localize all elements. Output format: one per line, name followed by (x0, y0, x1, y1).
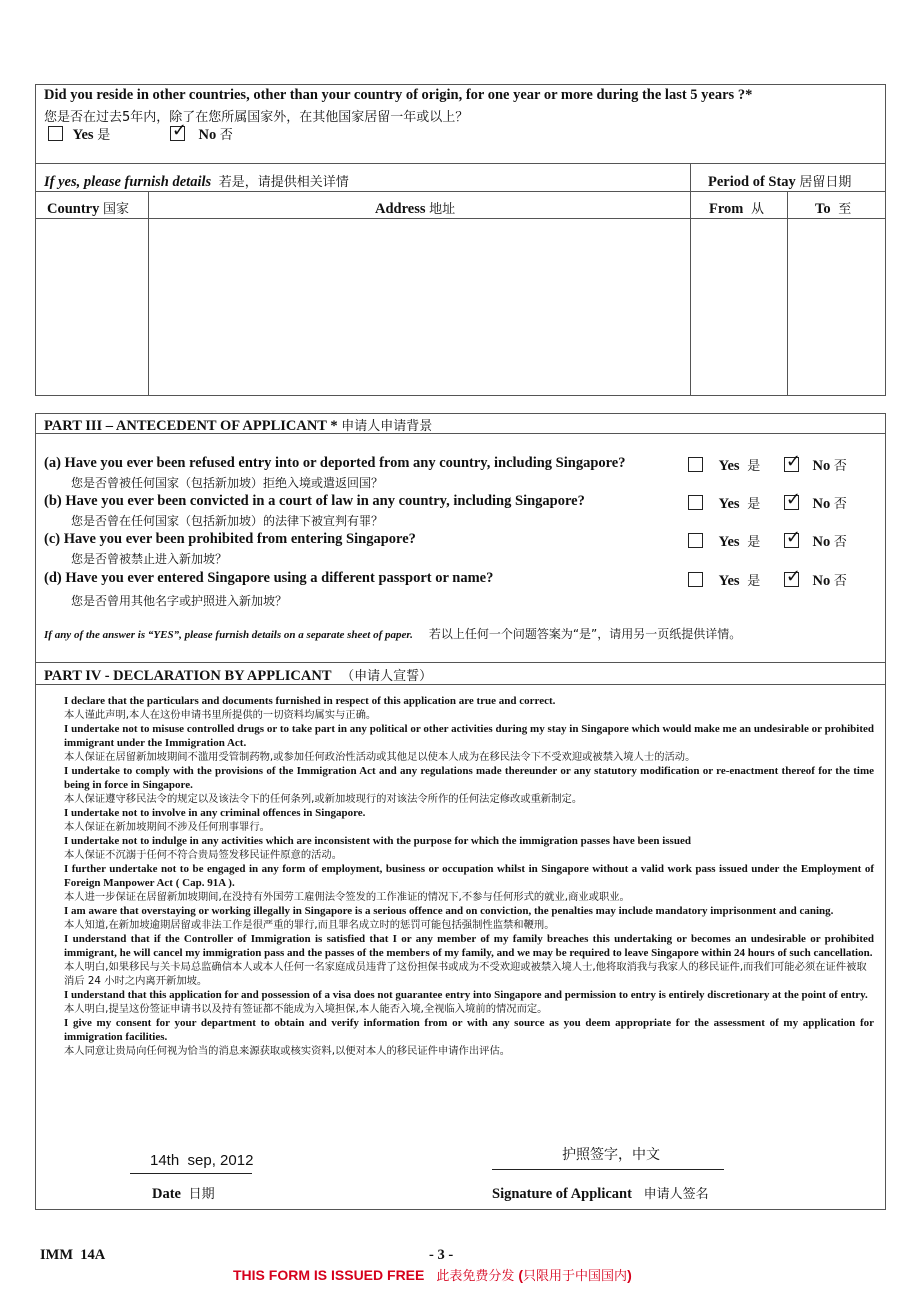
residence-yes-checkbox[interactable] (48, 126, 63, 141)
no-checkbox[interactable] (784, 495, 799, 510)
no-label: No (812, 534, 831, 550)
no-checkbox[interactable] (784, 457, 799, 472)
declaration-en: I undertake not to involve in any criminal offences in Singapore. (64, 807, 366, 819)
free-notice-cn: 此表免费分发 (436, 1269, 515, 1284)
part3-note (44, 625, 741, 643)
yes-label-cn: 是 (747, 574, 761, 589)
declaration-en: I undertake not to indulge in any activities which are inconsistent with the purpose for which the immigration passes have been issued (64, 835, 691, 847)
yes-checkbox[interactable] (688, 533, 703, 548)
signature-label-en: Signature of Applicant (492, 1186, 632, 1202)
question-c-answer (688, 531, 847, 551)
no-label-cn: 否 (833, 535, 847, 550)
no-label: No (812, 496, 831, 512)
declaration-item (64, 764, 874, 806)
part3-title-cn: 申请人申请背景 (341, 419, 433, 434)
declaration-item (64, 806, 874, 834)
declaration-en: I further undertake not to be engaged in any form of employment, business or occupation whilst in Singapore without a valid work pass issued under the Employment of Foreign Manpower Act ( Cap. 91A ). (64, 863, 874, 889)
col-country-en: Country (47, 201, 100, 217)
declaration-en: I undertake not to misuse controlled drugs or to take part in any political or other activities during my stay in Singapore which would make me an undesirable or prohibited immigrant under the Immigration Act. (64, 723, 874, 749)
question-c-cn: 您是否曾被禁止进入新加坡？ (71, 552, 228, 566)
date-line (130, 1173, 252, 1174)
yes-label: Yes (718, 573, 740, 589)
question-label: (c) (44, 531, 61, 547)
col-address-cn: 地址 (429, 202, 456, 217)
residence-yes-label: Yes (72, 127, 94, 143)
yes-checkbox[interactable] (688, 457, 703, 472)
question-d (44, 570, 493, 587)
yes-checkbox[interactable] (688, 572, 703, 587)
part3-title (44, 415, 432, 435)
declaration-cn: 本人同意让贵局向任何视为恰当的消息来源获取或核实资料,以便对本人的移民证件申请作出评估。 (64, 1045, 511, 1057)
yes-label-cn: 是 (747, 535, 761, 550)
residence-no-label: No (198, 127, 217, 143)
details-heading-cn: 若是，请提供相关详情 (218, 175, 349, 190)
no-label: No (812, 458, 831, 474)
to-cell[interactable] (788, 219, 885, 395)
col-to-cn: 至 (838, 202, 852, 217)
residence-no-checkbox[interactable] (170, 126, 185, 141)
residence-question-cn: 您是否在过去5年内，除了在您所属国家外，在其他国家居留一年或以上？ (44, 110, 469, 125)
col-to-en: To (815, 201, 831, 217)
question-a (44, 455, 626, 472)
free-notice (233, 1265, 632, 1285)
no-checkbox[interactable] (784, 533, 799, 548)
free-notice-open: ( (518, 1267, 524, 1283)
yes-label: Yes (718, 458, 740, 474)
declaration-en: I understand that this application for and possession of a visa does not guarantee entry into Singapore and permission to entry is entirely discretionary at the point of entry. (64, 989, 868, 1001)
residence-no-label-cn: 否 (219, 128, 233, 143)
part3-title-en: PART III – ANTECEDENT OF APPLICANT * (44, 418, 338, 434)
declaration-en: I give my consent for your department to obtain and verify information from or with any source as you deem appropriate for the assessment of my application for immigration facilities. (64, 1017, 874, 1043)
yes-checkbox[interactable] (688, 495, 703, 510)
col-address-en: Address (375, 201, 426, 217)
page-number: - 3 - (429, 1247, 454, 1263)
no-label-cn: 否 (833, 574, 847, 589)
country-cell[interactable] (36, 219, 148, 395)
declaration-cn: 本人保证遵守移民法令的规定以及该法令下的任何条列,或新加坡现行的对该法令所作的任何法定修改或重新制定。 (64, 793, 583, 805)
question-text: Have you ever been refused entry into or deported from any country, including Singapore? (64, 455, 626, 471)
question-text: Have you ever entered Singapore using a different passport or name? (65, 570, 494, 586)
free-notice-en: THIS FORM IS ISSUED FREE (233, 1267, 425, 1283)
part4-title-cn: （申请人宣誓） (341, 669, 433, 684)
signature-value[interactable]: 护照签字，中文 (562, 1147, 660, 1163)
declaration-item (64, 932, 874, 988)
question-a-cn: 您是否曾被任何国家（包括新加坡）拒绝入境或遣返回国？ (71, 476, 384, 490)
date-value[interactable]: 14th sep, 2012 (150, 1152, 254, 1169)
declaration-cn: 本人保证在居留新加坡期间不滥用受管制药物,或参加任何政治性活动或其他足以使本人成为在移民法令下不受欢迎或被禁入境人士的活动。 (64, 751, 696, 763)
question-label: (b) (44, 493, 62, 509)
date-label-en: Date (152, 1186, 181, 1202)
address-cell[interactable] (149, 219, 690, 395)
declaration-item (64, 834, 874, 862)
residence-question-en: Did you reside in other countries, other than your country of origin, for one year or more during the last 5 years ?* (44, 87, 753, 103)
part4-title-en: PART IV - DECLARATION BY APPLICANT (44, 668, 332, 684)
yes-label: Yes (718, 496, 740, 512)
declaration-item (64, 1016, 874, 1058)
declaration-item (64, 862, 874, 904)
declaration-en: I am aware that overstaying or working illegally in Singapore is a serious offence and on conviction, the penalties may include mandatory imprisonment and caning. (64, 905, 834, 917)
col-address (375, 198, 455, 218)
no-checkbox[interactable] (784, 572, 799, 587)
residence-answer-row (48, 124, 233, 144)
question-d-cn: 您是否曾用其他名字或护照进入新加坡？ (71, 594, 288, 608)
declaration-en: I understand that if the Controller of Immigration is satisfied that I or any member of my family breaches this undertaking or becomes an undesirable or prohibited immigrant, he will cancel my immigration pass and the passes of the members of my family, and we may be required to leave Singapore within 24 hours of such cancellation. (64, 933, 874, 959)
form-code: IMM 14A (40, 1247, 106, 1263)
period-heading-cn: 居留日期 (799, 175, 852, 190)
yes-label: Yes (718, 534, 740, 550)
no-label: No (812, 573, 831, 589)
question-text: Have you ever been prohibited from entering Singapore? (63, 531, 416, 547)
declaration-item (64, 694, 874, 722)
details-heading (44, 171, 349, 191)
divider (35, 191, 886, 192)
divider (35, 163, 886, 164)
question-b-answer (688, 493, 847, 513)
col-to (815, 198, 851, 218)
free-notice-note: 只限用于中国国内 (523, 1269, 628, 1284)
declaration-list (64, 694, 874, 1058)
question-b-cn: 您是否曾在任何国家（包括新加坡）的法律下被宣判有罪？ (71, 514, 384, 528)
declaration-cn: 本人保证不沉溺于任何不符合贵局签发移民证件原意的活动。 (64, 849, 343, 861)
signature-line (492, 1169, 724, 1170)
part3-note-cn: 若以上任何一个问题答案为“是”，请用另一页纸提供详情。 (428, 627, 742, 641)
residence-yes-label-cn: 是 (97, 128, 111, 143)
part4-title (44, 665, 432, 685)
declaration-en: I declare that the particulars and documents furnished in respect of this application are true and correct. (64, 695, 556, 707)
question-d-answer (688, 570, 847, 590)
declaration-cn: 本人知道,在新加坡逾期居留或非法工作是很严重的罪行,而且罪名成立时的惩罚可能包括强制性监禁和鞭刑。 (64, 919, 555, 931)
yes-label-cn: 是 (747, 459, 761, 474)
details-heading-en: If yes, please furnish details (44, 174, 212, 190)
part3-note-en: If any of the answer is “YES”, please furnish details on a separate sheet of paper. (44, 629, 413, 641)
no-label-cn: 否 (833, 497, 847, 512)
col-from-cn: 从 (751, 202, 765, 217)
date-label-cn: 日期 (188, 1187, 215, 1202)
declaration-cn: 本人明白,提呈这份签证申请书以及持有签证都不能成为入境担保,本人能否入境,全视临入境前的情况而定。 (64, 1003, 548, 1015)
period-heading-en: Period of Stay (708, 174, 796, 190)
question-text: Have you ever been convicted in a court of law in any country, including Singapore? (65, 493, 585, 509)
signature-label (492, 1183, 709, 1203)
declaration-en: I undertake to comply with the provisions of the Immigration Act and any regulations made thereunder or any statutory modification or re-enactment thereof for the time being in force in Singapore. (64, 765, 874, 791)
declaration-item (64, 904, 874, 932)
col-country (47, 198, 129, 218)
declaration-item (64, 988, 874, 1016)
question-b (44, 493, 585, 510)
col-country-cn: 国家 (103, 202, 130, 217)
declaration-item (64, 722, 874, 764)
declaration-cn: 本人进一步保证在居留新加坡期间,在没持有外国劳工雇佣法令签发的工作准证的情况下,不参与任何形式的就业,商业或职业。 (64, 891, 630, 903)
question-label: (d) (44, 570, 62, 586)
from-cell[interactable] (691, 219, 787, 395)
declaration-cn: 本人谨此声明,本人在这份申请书里所提供的一切资料均属实与正确。 (64, 709, 377, 721)
declaration-cn: 本人明白,如果移民与关卡局总监确信本人或本人任何一名家庭成员违背了这份担保书或成为不受欢迎或被禁入境人士,他将取消我与我家人的移民证件,而我们可能必须在证件被取消后 24 小时之内离开新加坡。 (64, 961, 867, 987)
date-label (152, 1183, 215, 1203)
question-c (44, 531, 416, 548)
period-heading (708, 171, 851, 191)
free-notice-close: ) (627, 1267, 632, 1283)
yes-label-cn: 是 (747, 497, 761, 512)
question-label: (a) (44, 455, 61, 471)
col-from-en: From (709, 201, 744, 217)
question-a-answer (688, 455, 847, 475)
signature-label-cn: 申请人签名 (643, 1187, 709, 1202)
declaration-cn: 本人保证在新加坡期间不涉及任何刑事罪行。 (64, 821, 270, 833)
no-label-cn: 否 (833, 459, 847, 474)
col-from (709, 198, 764, 218)
